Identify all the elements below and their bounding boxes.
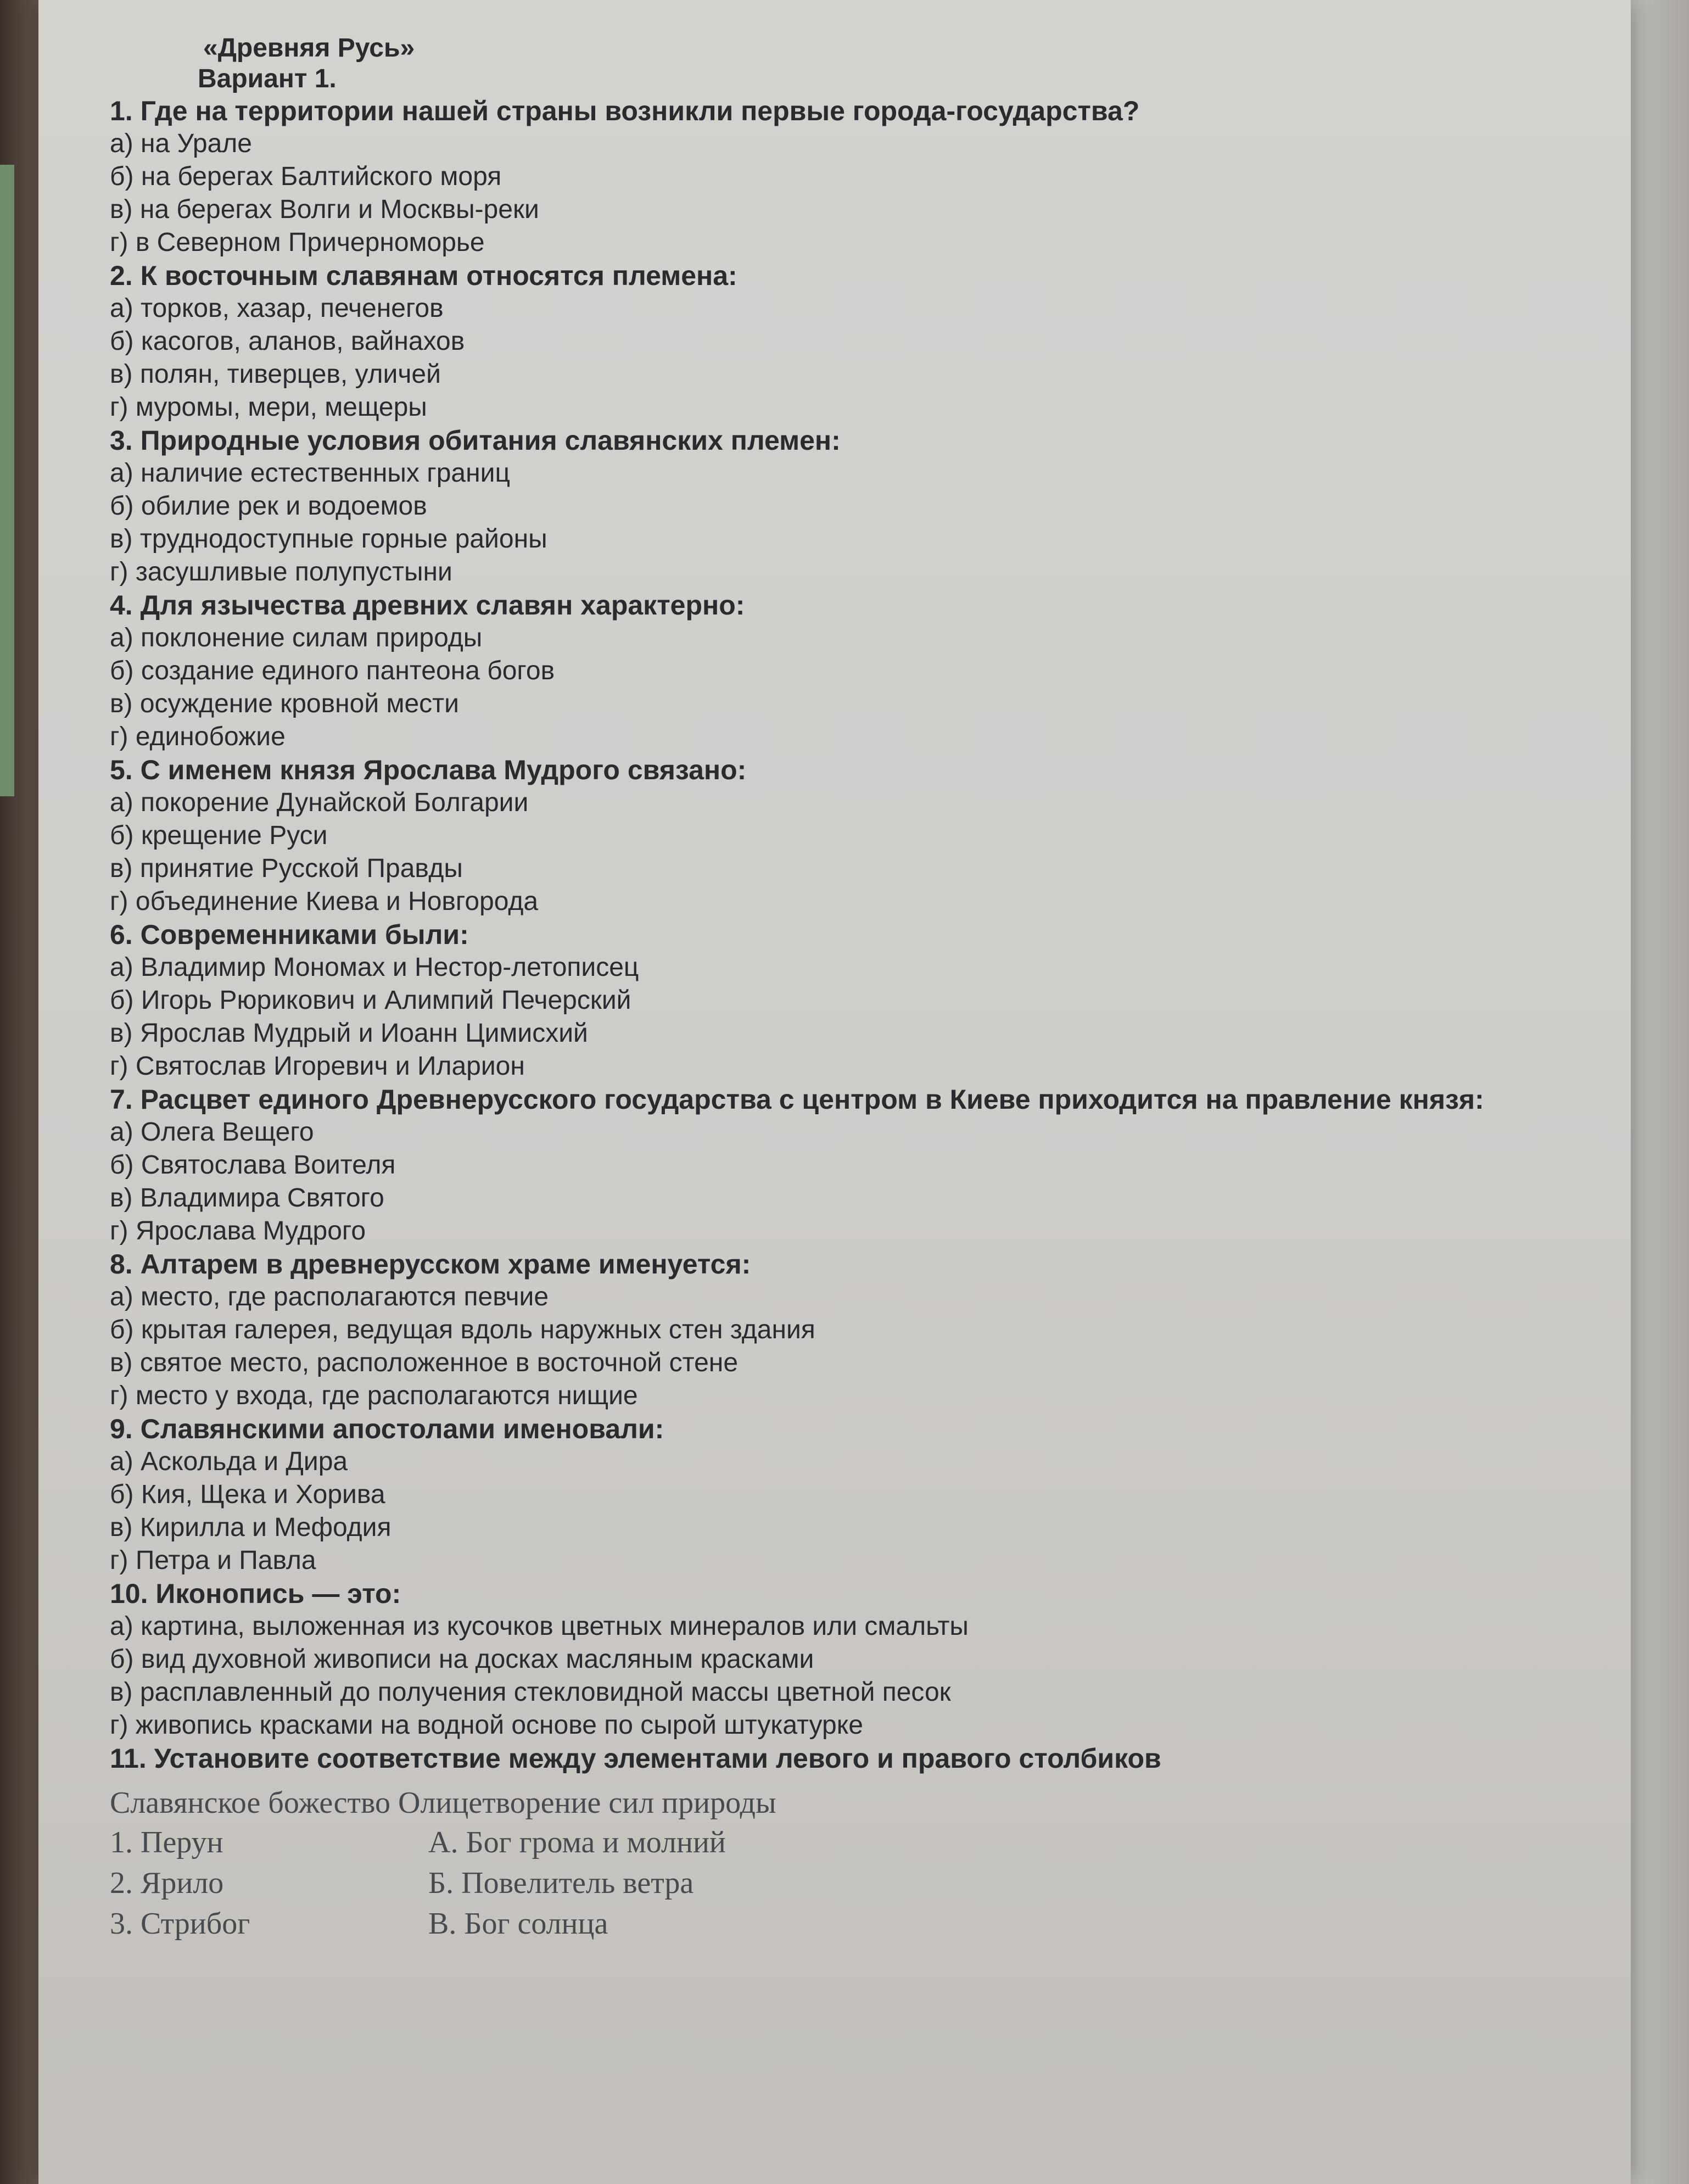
question-5 — [110, 753, 1537, 918]
question-text: 7. Расцвет единого Древнерусского государства с центром в Киеве приходится на правление князя: — [110, 1084, 1484, 1115]
green-book-edge — [0, 165, 14, 796]
answer-option: г) засушливые полупустыни — [110, 557, 452, 587]
answer-option: в) Кирилла и Мефодия — [110, 1513, 392, 1542]
answer-option: в) расплавленный до получения стекловидной массы цветной песок — [110, 1678, 951, 1707]
answer-option: а) место, где располагаются певчие — [110, 1282, 549, 1311]
answer-option: г) объединение Киева и Новгорода — [110, 887, 539, 916]
question-4 — [110, 589, 1537, 753]
answer-option: в) на берегах Волги и Москвы-реки — [110, 195, 539, 224]
answer-option: а) торков, хазар, печенегов — [110, 294, 444, 323]
paper-sheet — [38, 0, 1631, 2184]
answer-option: б) Кия, Щека и Хорива — [110, 1480, 385, 1509]
question-text: 8. Алтарем в древнерусском храме именуется: — [110, 1249, 751, 1280]
answer-option: а) поклонение силам природы — [110, 623, 483, 652]
question-text: 10. Иконопись — это: — [110, 1578, 401, 1609]
matching-row — [110, 1863, 1537, 1903]
matching-right-item: В. Бог солнца — [428, 1907, 608, 1941]
question-9 — [110, 1412, 1537, 1577]
answer-option: б) обилие рек и водоемов — [110, 491, 427, 521]
question-1 — [110, 94, 1537, 259]
answer-option: а) картина, выложенная из кусочков цветных минералов или смальты — [110, 1612, 969, 1641]
answer-option: в) Ярослав Мудрый и Иоанн Цимисхий — [110, 1019, 588, 1048]
answer-option: а) наличие естественных границ — [110, 459, 510, 488]
question-text: 9. Славянскими апостолами именовали: — [110, 1414, 664, 1444]
answer-option: г) в Северном Причерноморье — [110, 228, 485, 257]
document-title: «Древняя Русь» — [203, 33, 415, 63]
answer-option: г) Петра и Павла — [110, 1546, 316, 1575]
question-text: 5. С именем князя Ярослава Мудрого связано: — [110, 755, 747, 785]
answer-option: б) крытая галерея, ведущая вдоль наружных стен здания — [110, 1315, 815, 1344]
questions-list — [110, 94, 1537, 1742]
matching-left-item: 2. Ярило — [110, 1866, 224, 1900]
question-text: 6. Современниками были: — [110, 919, 469, 950]
answer-option: а) покорение Дунайской Болгарии — [110, 788, 529, 817]
answer-option: б) создание единого пантеона богов — [110, 656, 555, 685]
question-text: 3. Природные условия обитания славянских племен: — [110, 425, 841, 456]
question-text: 2. К восточным славянам относятся племена: — [110, 260, 737, 291]
answer-option: г) единобожие — [110, 722, 286, 751]
matching-header: Славянское божество Олицетворение сил природы — [110, 1786, 776, 1820]
answer-option: г) живопись красками на водной основе по сырой штукатурке — [110, 1711, 863, 1740]
question-10 — [110, 1577, 1537, 1742]
question-8 — [110, 1248, 1537, 1412]
matching-right-item: Б. Повелитель ветра — [428, 1866, 694, 1900]
answer-option: г) муромы, мери, мещеры — [110, 393, 427, 422]
question-11 — [110, 1742, 1537, 1944]
answer-option: г) Ярослава Мудрого — [110, 1216, 366, 1245]
matching-right-item: А. Бог грома и молний — [428, 1825, 726, 1859]
answer-option: б) вид духовной живописи на досках масляным красками — [110, 1645, 814, 1674]
answer-option: а) Олега Вещего — [110, 1118, 314, 1147]
answer-option: б) Игорь Рюрикович и Алимпий Печерский — [110, 986, 631, 1015]
answer-option: в) Владимира Святого — [110, 1183, 384, 1213]
answer-option: г) место у входа, где располагаются нищие — [110, 1381, 638, 1410]
matching-row — [110, 1822, 1537, 1863]
answer-option: в) полян, тиверцев, уличей — [110, 360, 441, 389]
answer-option: б) касогов, аланов, вайнахов — [110, 327, 465, 356]
answer-option: б) на берегах Балтийского моря — [110, 162, 502, 191]
matching-left-item: 1. Перун — [110, 1825, 223, 1859]
answer-option: б) крещение Руси — [110, 821, 328, 850]
question-text: 4. Для язычества древних славян характерно: — [110, 590, 745, 621]
answer-option: в) осуждение кровной мести — [110, 689, 459, 718]
question-7 — [110, 1083, 1537, 1248]
answer-option: а) Аскольда и Дира — [110, 1447, 348, 1476]
answer-option: в) труднодоступные горные районы — [110, 524, 547, 554]
answer-option: а) на Урале — [110, 129, 252, 158]
answer-option: а) Владимир Мономах и Нестор-летописец — [110, 953, 639, 982]
variant-label: Вариант 1. — [198, 64, 337, 93]
document-content — [110, 33, 1537, 1944]
answer-option: г) Святослав Игоревич и Иларион — [110, 1052, 525, 1081]
question-text: 11. Установите соответствие между элементами левого и правого столбиков — [110, 1743, 1161, 1774]
answer-option: б) Святослава Воителя — [110, 1150, 396, 1180]
question-2 — [110, 259, 1537, 424]
answer-option: в) принятие Русской Правды — [110, 854, 463, 883]
question-3 — [110, 424, 1537, 589]
answer-option: в) святое место, расположенное в восточной стене — [110, 1348, 739, 1377]
question-6 — [110, 918, 1537, 1083]
matching-left-item: 3. Стрибог — [110, 1907, 250, 1941]
matching-row — [110, 1903, 1537, 1944]
question-text: 1. Где на территории нашей страны возникли первые города-государства? — [110, 96, 1140, 126]
